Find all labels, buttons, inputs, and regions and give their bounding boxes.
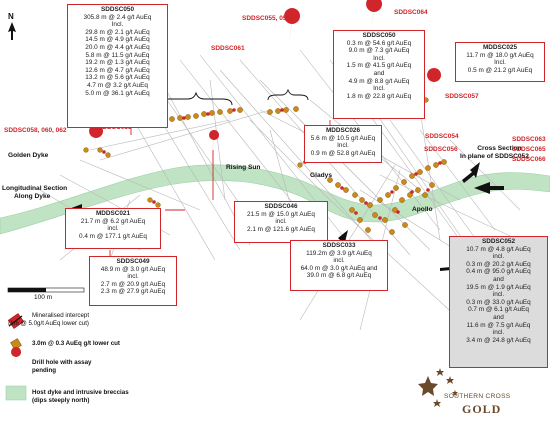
legend-dyke-line1: Host dyke and intrusive breccias <box>32 389 129 396</box>
hole-sddsc061: SDDSC061 <box>211 45 245 52</box>
hole-sddsc064: SDDSC064 <box>394 9 428 16</box>
callout-line: 21.7 m @ 6.2 g/t AuEq <box>80 217 146 225</box>
callout-line: incl. <box>333 257 345 265</box>
callout-title: SDDSC046 <box>264 203 298 210</box>
callout-line: 0.5 m @ 21.2 g/t AuEq <box>467 66 533 74</box>
scale-bar-label: 100 m <box>34 294 53 301</box>
callout-line: 3.4 m @ 24.8 g/t AuEq <box>466 336 531 344</box>
callout-line: 2.1 m @ 121.6 g/t AuEq <box>247 225 315 233</box>
callout-line: 29.8 m @ 2.1 g/t AuEq <box>85 28 150 36</box>
callout-line: 10.7 m @ 4.8 g/t AuEq <box>466 245 531 253</box>
hole-sddsc066: SDDSC066 <box>512 156 546 163</box>
longitudinal-section-line1: Longitudinal Section <box>2 185 68 192</box>
legend-pending-line2: pending <box>32 367 57 374</box>
legend-intercept <box>8 312 90 328</box>
callout-line: 4.9 m @ 8.8 g/t AuEq <box>348 77 410 85</box>
callout-line: 21.5 m @ 15.0 g/t AuEq <box>247 210 315 218</box>
callout-title: SDDSC049 <box>116 258 150 265</box>
callout-line: incl. <box>492 291 505 299</box>
callout-line: 0.7 m @ 6.1 g/t AuEq <box>468 306 529 314</box>
cross-section-line2: In plane of SDDSC052 <box>460 153 529 160</box>
callout-line: 1.5 m @ 41.5 g/t AuEq <box>346 62 412 70</box>
callout-line: 5.6 m @ 10.5 g/t AuEq <box>310 134 376 142</box>
callout-line: 11.6 m @ 7.5 g/t AuEq <box>466 321 531 329</box>
callout-line: 0.3 m @ 33.0 g/t AuEq <box>466 298 531 306</box>
callout-sddsc049 <box>89 256 177 306</box>
callout-braces <box>160 90 308 105</box>
legend-dyke-line2: (dips steeply north) <box>32 397 90 404</box>
callout-line: 0.3 m @ 20.2 g/t AuEq <box>466 260 531 268</box>
callout-line: and <box>373 69 385 77</box>
callout-line: 48.9 m @ 3.0 g/t AuEq <box>100 265 166 273</box>
callout-line: 39.0 m @ 6.8 g/t AuEq <box>306 272 372 280</box>
callout-line: and <box>493 275 504 283</box>
hole-sddsc057: SDDSC057 <box>445 93 479 100</box>
cross-section-line1: Cross Section <box>477 145 522 152</box>
callout-line: 0.9 m @ 52.8 g/t AuEq <box>310 149 376 157</box>
label-longitudinal-section <box>2 185 67 201</box>
callout-line: incl. <box>127 273 139 281</box>
callout-title: MDDSC026 <box>325 127 361 134</box>
callout-sddsc050-right <box>333 30 425 119</box>
callout-title: MDDSC025 <box>482 44 518 51</box>
scale-bar <box>8 288 84 292</box>
callout-mddsc025 <box>455 42 545 82</box>
callout-line: 14.5 m @ 4.9 g/t AuEq <box>85 36 150 44</box>
callout-line: 0.4 m @ 95.0 g/t AuEq <box>466 268 531 276</box>
callout-sddsc052 <box>449 236 548 368</box>
north-arrow <box>8 22 16 40</box>
callout-line: 13.2 m @ 5.6 g/t AuEq <box>85 74 150 82</box>
callout-line: 64.0 m @ 3.0 g/t AuEq and <box>300 264 378 272</box>
logo-line1: SOUTHERN CROSS <box>444 393 511 400</box>
callout-line: 11.7 m @ 18.0 g/t AuEq <box>466 51 534 59</box>
callout-sddsc033 <box>290 240 388 291</box>
callout-line: Incl. <box>494 59 506 67</box>
callout-line: Incl. <box>337 142 349 150</box>
label-golden-dyke: Golden Dyke <box>8 152 49 159</box>
callout-title: SDDSC033 <box>322 242 356 249</box>
callout-line: 9.0 m @ 7.3 g/t AuEq <box>348 47 410 55</box>
callout-line: 20.0 m @ 4.4 g/t AuEq <box>85 43 150 51</box>
hole-sddsc056: SDDSC056 <box>424 146 458 153</box>
callout-line: incl. <box>107 225 119 233</box>
callout-sddsc050-left <box>67 4 168 128</box>
callout-sddsc046 <box>234 201 328 243</box>
legend-intercept-line2: (1m @ 5.0g/t AuEq lower cut) <box>8 320 89 327</box>
callout-line: 0.3 m @ 54.6 g/t AuEq <box>346 39 412 47</box>
legend-dyke <box>32 389 129 405</box>
callout-line: and <box>493 313 504 321</box>
callout-line: 4.7 m @ 3.2 g/t AuEq <box>87 81 148 89</box>
callout-line: 0.4 m @ 177.1 g/t AuEq <box>79 232 147 240</box>
callout-line: 19.5 m @ 1.9 g/t AuEq <box>466 283 531 291</box>
legend-pending <box>32 359 92 375</box>
callout-line: incl. <box>275 218 287 226</box>
label-rising-sun: Rising Sun <box>226 164 261 171</box>
callout-line: 305.8 m @ 2.4 g/t AuEq <box>83 13 152 21</box>
label-apollo: Apollo <box>412 206 433 213</box>
legend-intercept-line1: Mineralised intercept <box>32 312 90 319</box>
callout-line: Incl. <box>373 85 385 93</box>
callout-line: incl. <box>492 253 505 261</box>
dyke-swatch <box>6 386 26 400</box>
callout-line: 5.8 m @ 11.5 g/t AuEq <box>85 51 150 59</box>
callout-line: 19.2 m @ 1.3 g/t AuEq <box>85 59 150 67</box>
hole-sddsc058-060-062: SDDSC058, 060, 062 <box>4 127 67 134</box>
hole-sddsc054: SDDSC054 <box>425 133 459 140</box>
callout-mddsc021 <box>65 208 161 249</box>
callout-line: 5.0 m @ 36.1 g/t AuEq <box>85 89 150 97</box>
north-label: N <box>8 12 14 21</box>
legend-pending-line1: Drill hole with assay <box>32 359 92 366</box>
callout-line: 119.2m @ 3.9 g/t AuEq <box>306 249 372 257</box>
callout-title: SDDSC052 <box>481 238 516 245</box>
logo-emblem <box>418 368 458 407</box>
hole-sddsc055-059: SDDSC055, 059 <box>242 15 291 22</box>
callout-line: Incl. <box>111 21 124 29</box>
callout-line: incl. <box>492 329 505 337</box>
callout-line: 2.7 m @ 20.9 g/t AuEq <box>100 280 166 288</box>
callout-title: SDDSC050 <box>362 32 396 39</box>
callout-mddsc026 <box>304 125 382 163</box>
callout-title: MDDSC021 <box>95 210 131 217</box>
hole-sddsc063: SDDSC063 <box>512 136 546 143</box>
callout-line: Incl. <box>373 54 385 62</box>
logo-line2: GOLD <box>462 402 502 416</box>
callout-line: 12.6 m @ 4.7 g/t AuEq <box>85 66 150 74</box>
longitudinal-section-line2: Along Dyke <box>14 193 51 200</box>
hole-sddsc065: SDDSC065 <box>512 146 546 153</box>
callout-line: 1.8 m @ 22.8 g/t AuEq <box>346 92 412 100</box>
pending-swatch <box>11 347 21 370</box>
callout-line: 2.3 m @ 27.9 g/t AuEq <box>100 288 166 296</box>
callout-title: SDDSC050 <box>100 6 135 13</box>
legend-lower-cut: 3.0m @ 0.3 AuEq g/t lower cut <box>32 340 120 347</box>
label-gladys: Gladys <box>310 172 332 179</box>
